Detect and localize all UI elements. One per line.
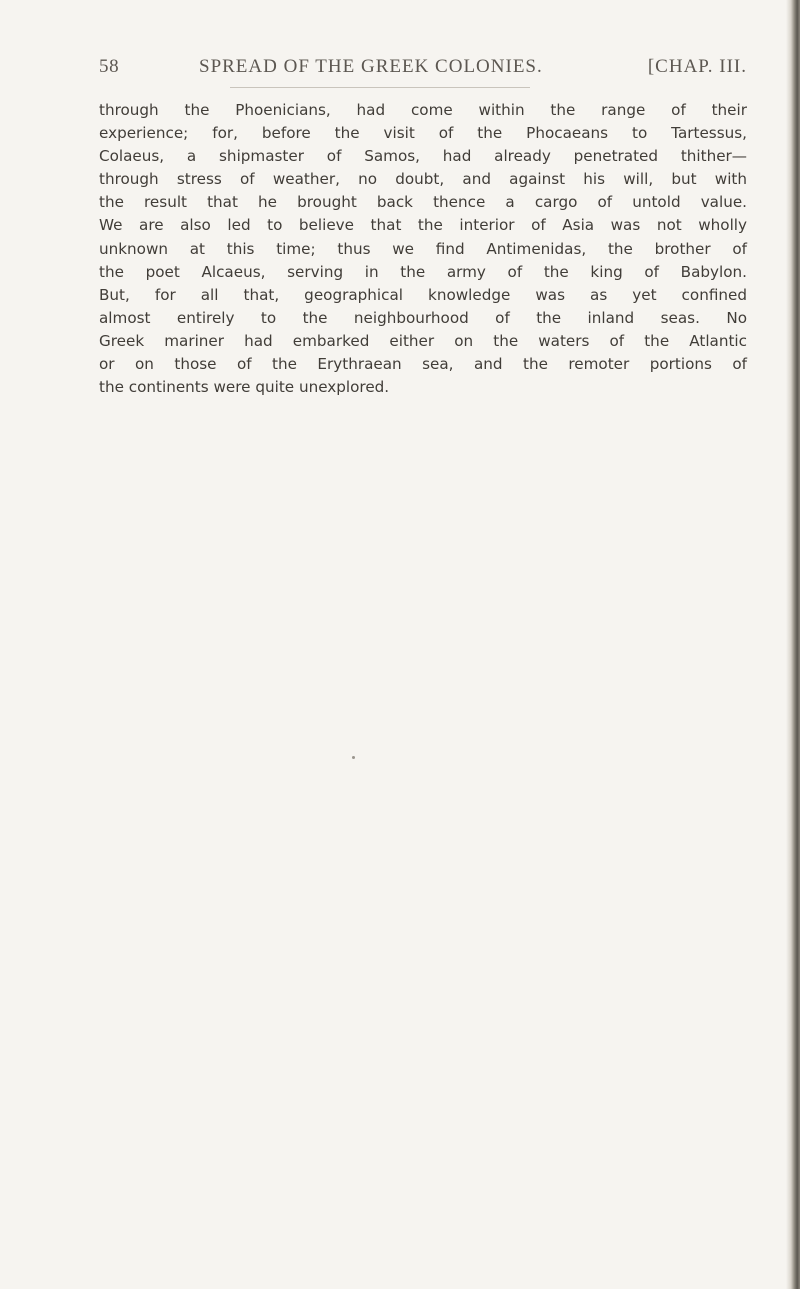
text-line: Greek mariner had embarked either on the waters of the Atlantic <box>99 331 747 350</box>
text-line: Colaeus, a shipmaster of Samos, had already penetrated thither— <box>99 147 747 166</box>
text-line: the poet Alcaeus, serving in the army of the king of Babylon. <box>99 262 747 281</box>
text-line: through the Phoenicians, had come within the range of their <box>99 101 747 119</box>
running-head <box>99 56 747 84</box>
chapter-reference: [CHAP. III. <box>647 56 747 77</box>
body-paragraph <box>99 99 747 399</box>
text-line: But, for all that, geographical knowledge was as yet confined <box>99 285 747 304</box>
text-line: unknown at this time; thus we find Antimenidas, the brother of <box>99 239 747 258</box>
text-line: experience; for, before the visit of the Phocaeans to Tartessus, <box>99 124 747 143</box>
text-line: or on those of the Erythraean sea, and the remoter portions of <box>99 355 747 374</box>
text-line: through stress of weather, no doubt, and against his will, but with <box>99 170 747 189</box>
header-rule <box>230 87 530 88</box>
text-line: almost entirely to the neighbourhood of the inland seas. No <box>99 308 747 327</box>
text-line: the continents were quite unexplored. <box>99 378 390 397</box>
page-edge-shadow <box>786 0 800 1289</box>
text-line: the result that he brought back thence a cargo of untold value. <box>99 193 747 212</box>
running-title: SPREAD OF THE GREEK COLONIES. <box>199 56 543 77</box>
page-number: 58 <box>99 56 120 77</box>
text-line: We are also led to believe that the interior of Asia was not wholly <box>99 216 747 235</box>
paper-speck <box>352 756 355 759</box>
